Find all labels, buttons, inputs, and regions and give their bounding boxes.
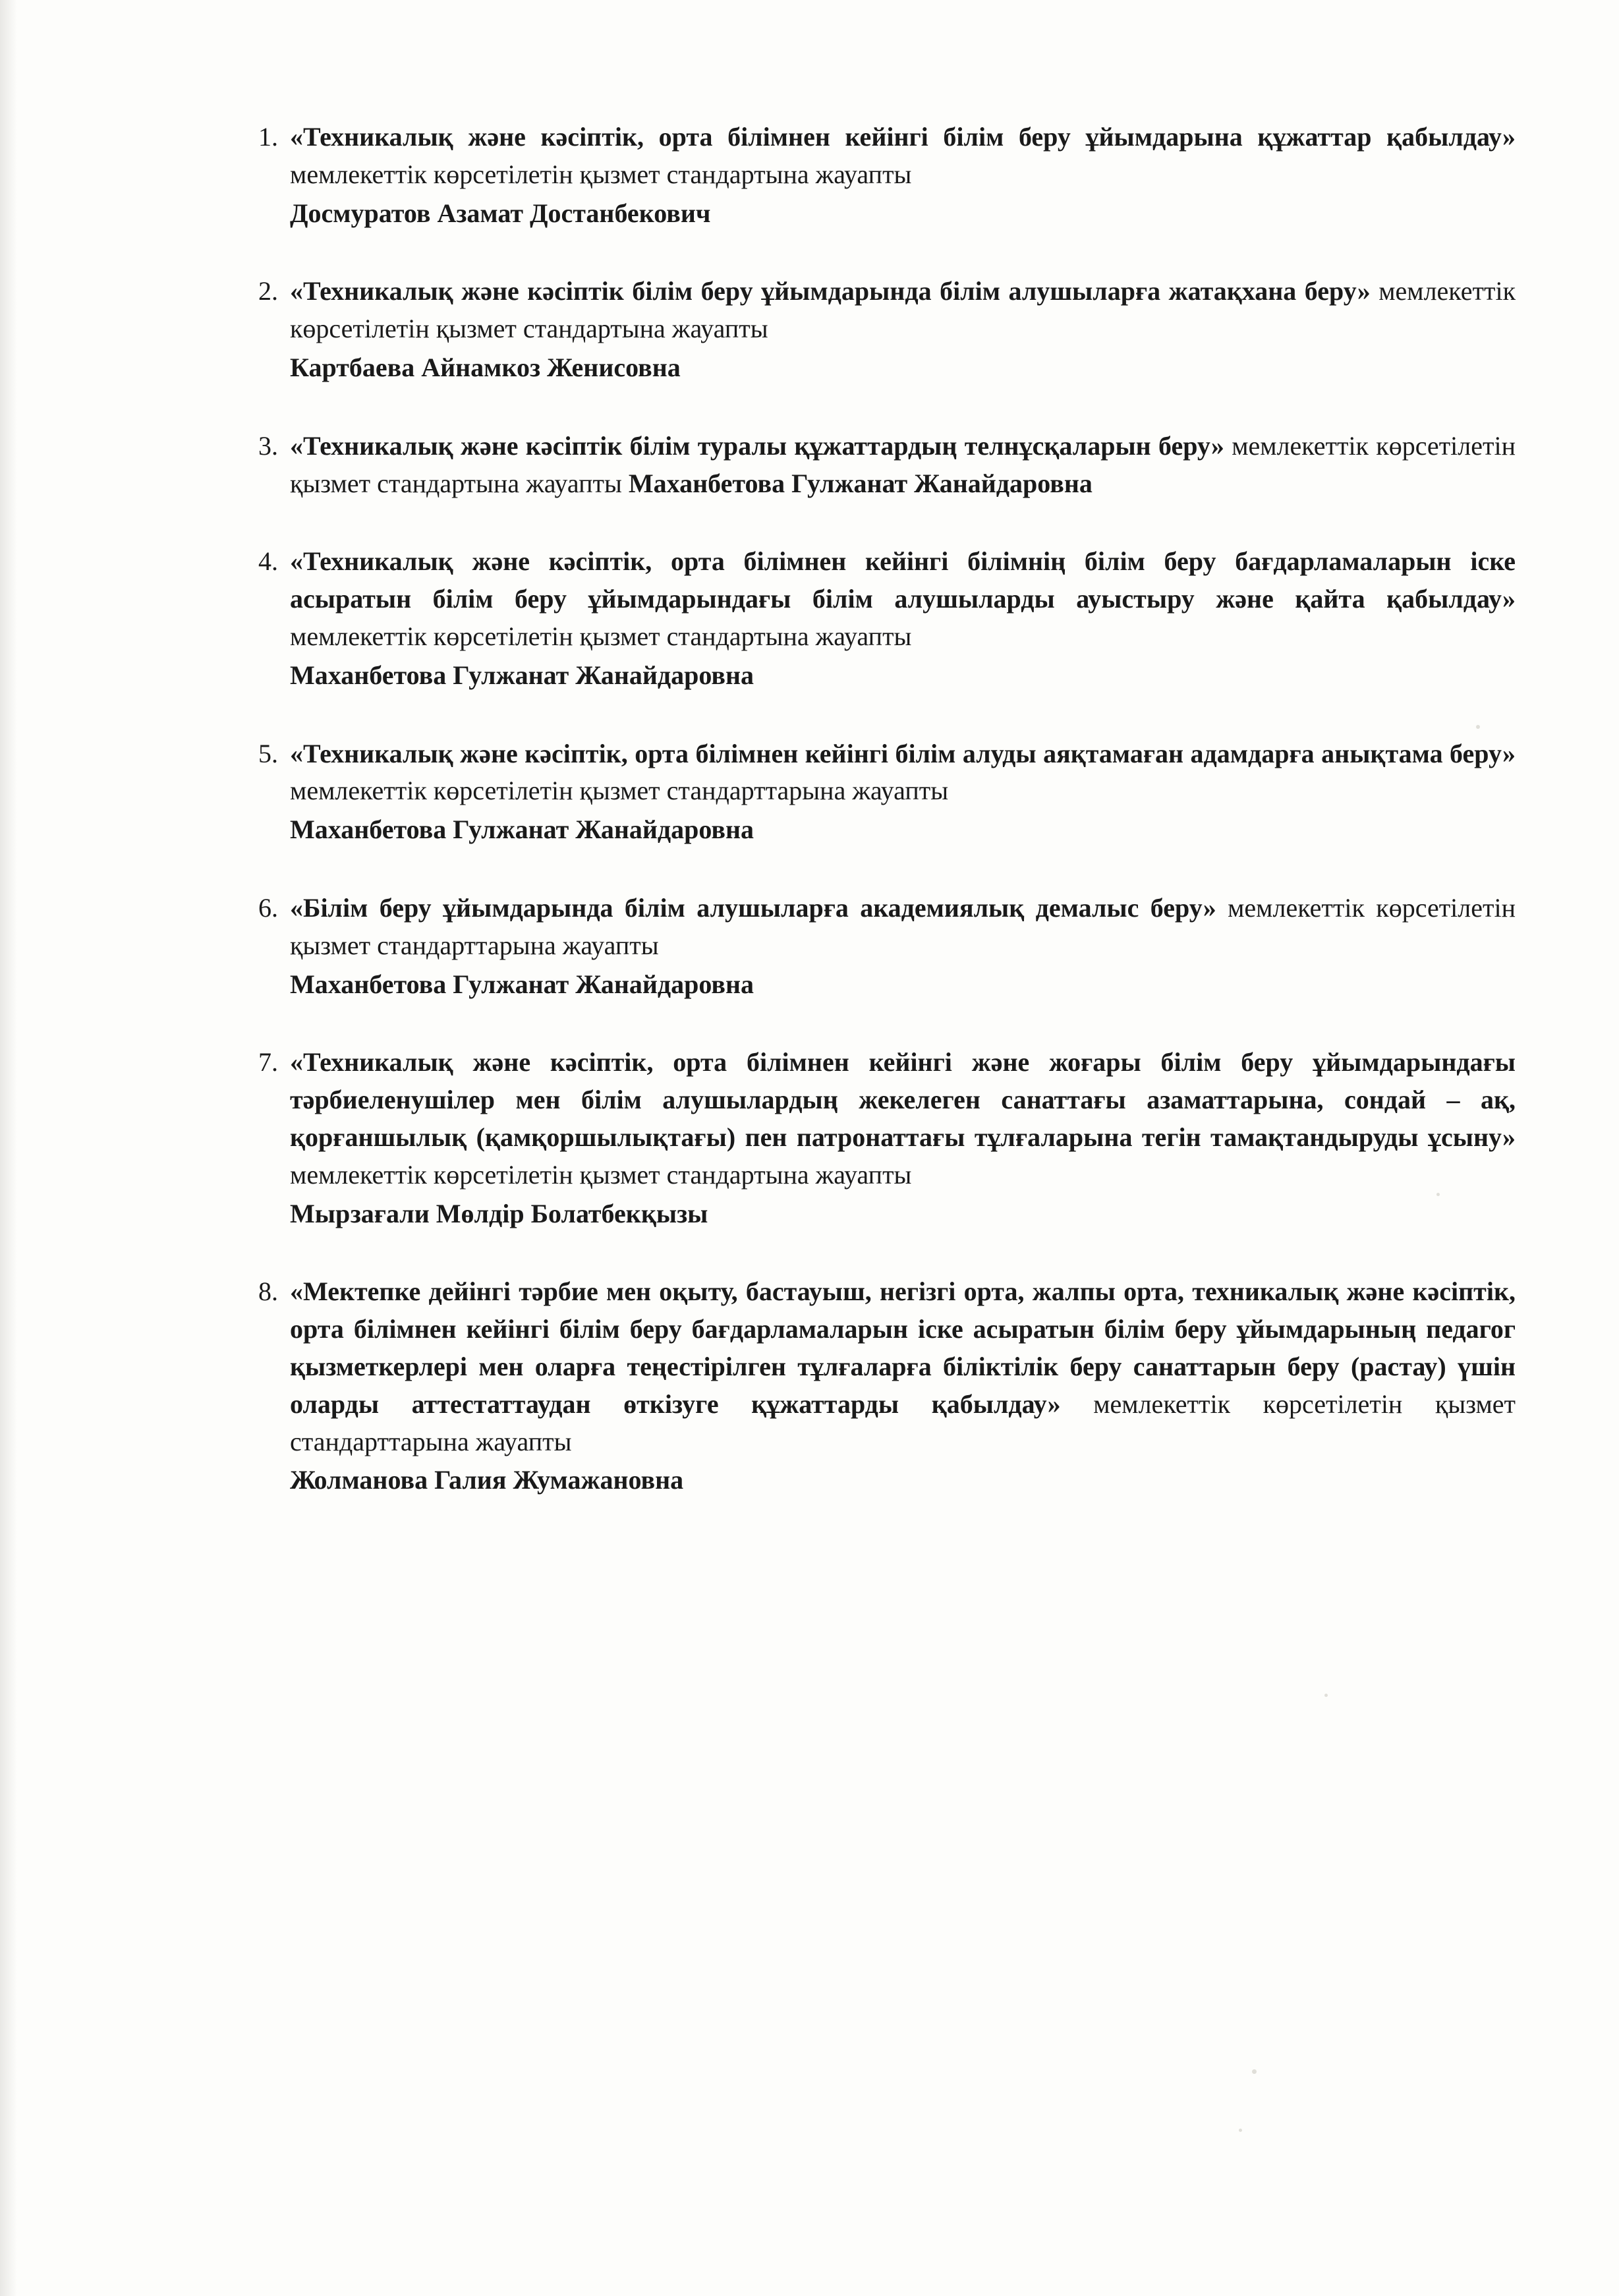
list-item (237, 735, 1516, 849)
scan-speck (1239, 2129, 1242, 2132)
service-standard-tail: мемлекеттік көрсетілетін қызмет стандартына жауапты (290, 621, 912, 651)
service-standard-tail: мемлекеттік көрсетілетін қызмет стандарттарына жауапты (290, 892, 1516, 960)
list-item (237, 543, 1516, 694)
scan-speck (1252, 2069, 1257, 2074)
scan-speck (1324, 1694, 1328, 1697)
service-standard-title: «Техникалық және кәсіптік білім беру ұйымдарында білім алушыларға жатақхана беру» (290, 276, 1371, 306)
responsibility-list (237, 119, 1516, 1499)
responsible-person-name: Маханбетова Гулжанат Жанайдаровна (290, 969, 754, 999)
responsible-person-name: Маханбетова Гулжанат Жанайдаровна (290, 815, 754, 845)
service-standard-title: «Техникалық және кәсіптік білім туралы құжаттардың телнұсқаларын беру» (290, 430, 1224, 461)
responsible-person-name: Маханбетова Гулжанат Жанайдаровна (290, 660, 754, 690)
service-standard-title: «Техникалық және кәсіптік, орта білімнен кейінгі білім беру ұйымдарына құжаттар қабылдау» (290, 122, 1516, 152)
list-item-text (290, 119, 1516, 232)
responsible-person-name: Картбаева Айнамкоз Женисовна (290, 352, 681, 382)
responsible-person-name: Мырзағали Мөлдір Болатбекқызы (290, 1198, 708, 1228)
service-standard-tail: мемлекеттік көрсетілетін қызмет стандарттарына жауапты (290, 1389, 1516, 1456)
list-item (237, 1044, 1516, 1232)
list-item-text (290, 890, 1516, 1003)
list-item (237, 428, 1516, 503)
list-item (237, 119, 1516, 232)
list-item-number: 7. (258, 1047, 278, 1077)
service-standard-title: «Техникалық және кәсіптік, орта білімнен кейінгі білімнің білім беру бағдарламаларын іске асыратын білім беру ұйымдарындағы білім алушыларды ауыстыру және қайта қабылдау» (290, 546, 1516, 614)
service-standard-title: «Техникалық және кәсіптік, орта білімнен кейінгі және жоғары білім беру ұйымдарындағы тәрбиеленушілер мен білім алушылардың жекелеген санаттағы азаматтарына, сондай – ақ, қорғаншылық (қамқоршылықтағы) пен патронаттағы тұлғаларына тегін тамақтандыруды ұсыну» (290, 1047, 1516, 1152)
list-item-text (290, 273, 1516, 386)
list-item-number: 1. (258, 122, 278, 152)
responsible-person-name: Маханбетова Гулжанат Жанайдаровна (628, 468, 1093, 498)
document-body (237, 119, 1516, 1540)
responsible-person-name: Жолманова Галия Жумажановна (290, 1465, 684, 1495)
service-standard-title: «Техникалық және кәсіптік, орта білімнен кейінгі білім алуды аяқтамаған адамдарға анықтама беру» (290, 738, 1516, 768)
list-item-text (290, 1044, 1516, 1232)
list-item-text (290, 735, 1516, 849)
list-item-number: 3. (258, 430, 278, 461)
list-item (237, 1273, 1516, 1499)
service-standard-tail: мемлекеттік көрсетілетін қызмет стандартына жауапты (290, 276, 1516, 344)
service-standard-tail: мемлекеттік көрсетілетін қызмет стандартына жауапты (290, 430, 1516, 498)
list-item-text (290, 543, 1516, 694)
list-item-number: 5. (258, 738, 278, 768)
service-standard-tail: мемлекеттік көрсетілетін қызмет стандартына жауапты (290, 159, 912, 189)
list-item-number: 4. (258, 546, 278, 577)
list-item-text (290, 1273, 1516, 1499)
page-edge-shadow (0, 0, 17, 2296)
service-standard-tail: мемлекеттік көрсетілетін қызмет стандарттарына жауапты (290, 776, 949, 806)
service-standard-tail: мемлекеттік көрсетілетін қызмет стандартына жауапты (290, 1159, 912, 1190)
responsible-person-name: Досмуратов Азамат Достанбекович (290, 198, 711, 228)
list-item-number: 8. (258, 1277, 278, 1307)
list-item (237, 890, 1516, 1003)
list-item-number: 2. (258, 276, 278, 306)
list-item-text (290, 428, 1516, 503)
service-standard-title: «Білім беру ұйымдарында білім алушыларға академиялық демалыс беру» (290, 892, 1216, 923)
list-item-number: 6. (258, 892, 278, 923)
service-standard-title: «Мектепке дейінгі тәрбие мен оқыту, бастауыш, негізгі орта, жалпы орта, техникалық және кәсіптік, орта білімнен кейінгі білім беру бағдарламаларын іске асыратын білім беру ұйымдарының педагог қызметкерлері мен оларға теңестірілген тұлғаларға біліктілік беру санаттарын беру (растау) үшін оларды аттестаттаудан өткізуге құжаттарды қабылдау» (290, 1277, 1516, 1419)
list-item (237, 273, 1516, 386)
